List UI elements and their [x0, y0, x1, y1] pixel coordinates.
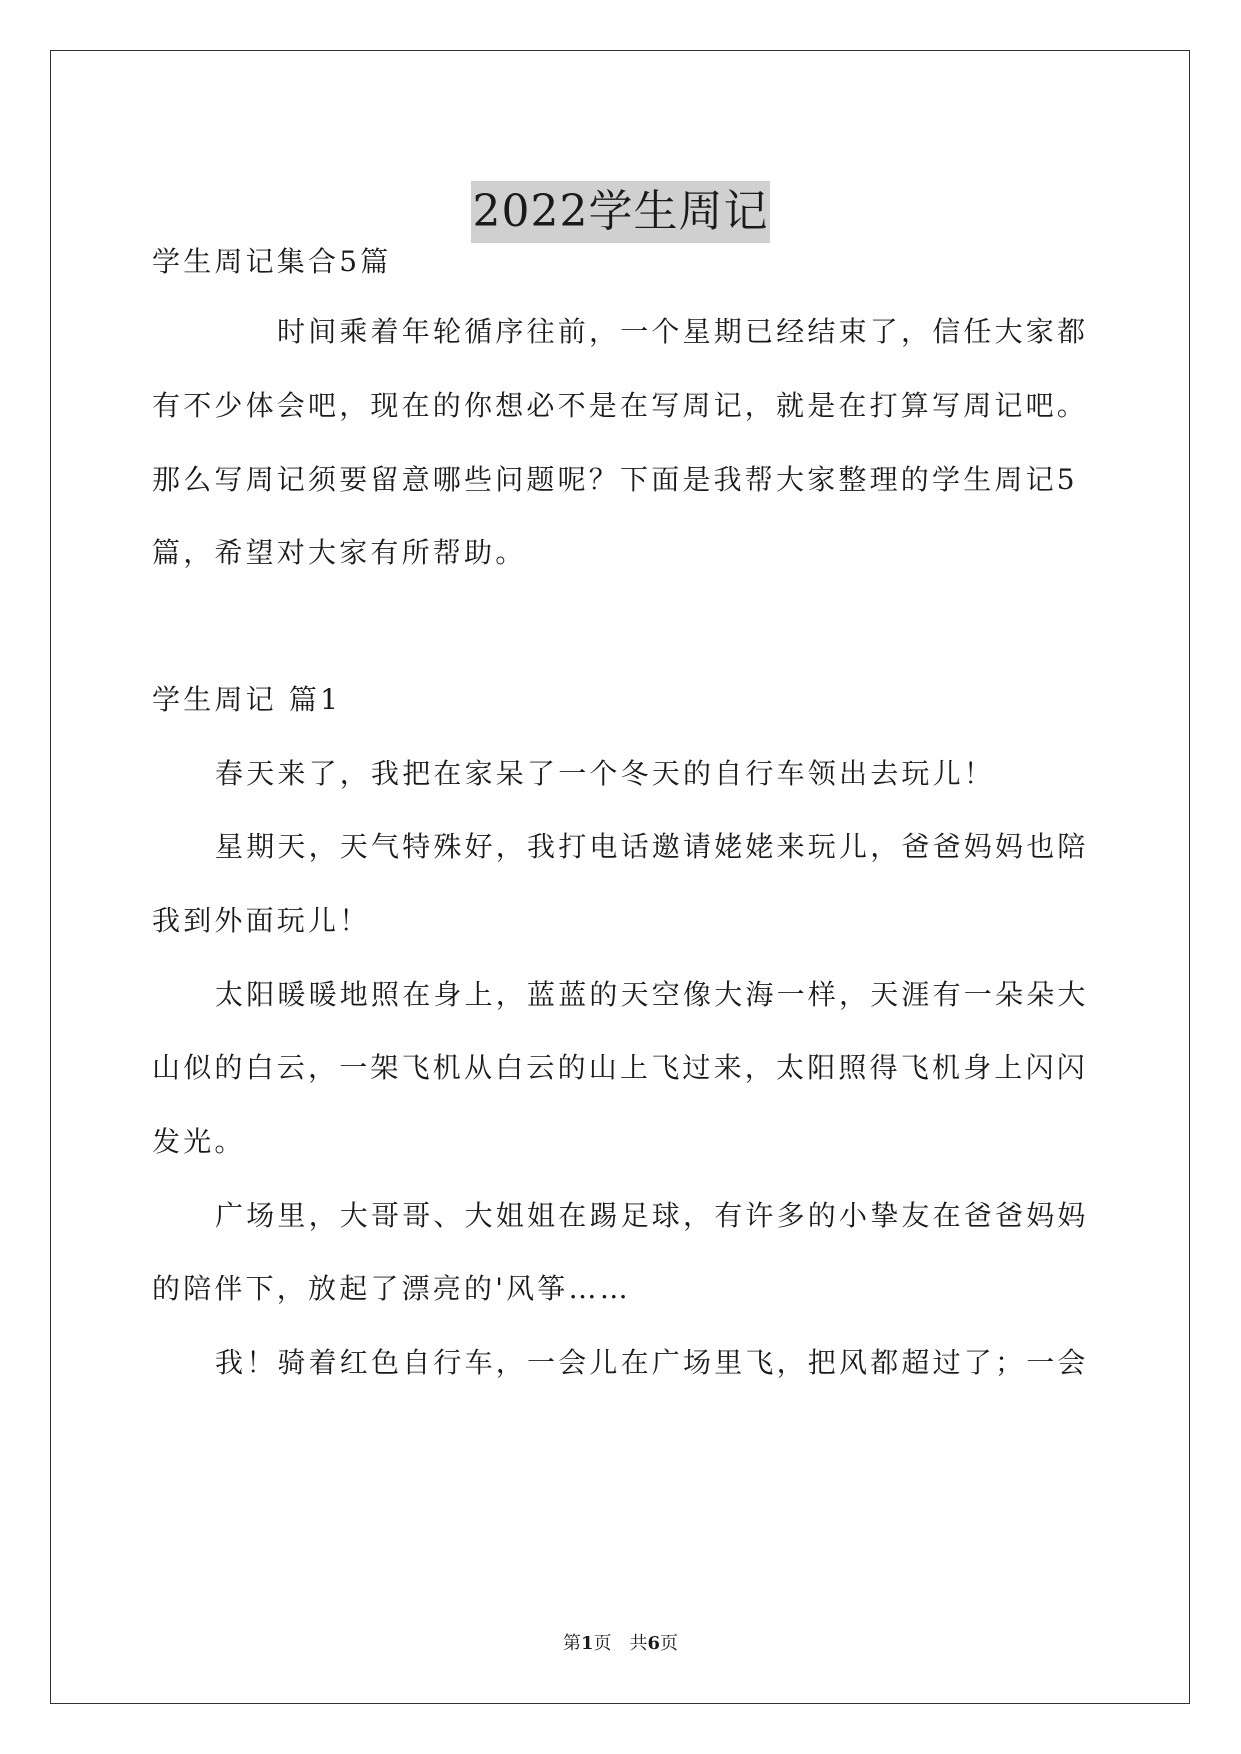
footer-page-prefix: 第 [562, 1633, 581, 1654]
footer-page-mid: 页 共 [593, 1633, 648, 1654]
footer-page-current: 1 [580, 1633, 594, 1654]
page-footer [0, 1632, 1241, 1656]
intro-line-1: 时间乘着年轮循序往前，一个星期已经结束了，信任大家都 [277, 315, 1089, 348]
body-line-7: 广场里，大哥哥、大姐姐在踢足球，有许多的小挚友在爸爸妈妈 [215, 1199, 1089, 1232]
page-border [50, 50, 1190, 1704]
body-line-5: 山似的白云，一架飞机从白云的山上飞过来，太阳照得飞机身上闪闪 [152, 1051, 1089, 1084]
intro-line-4: 篇，希望对大家有所帮助。 [152, 536, 527, 569]
body-line-4: 太阳暖暖地照在身上，蓝蓝的天空像大海一样，天涯有一朵朵大 [215, 978, 1089, 1011]
footer-page-suffix: 页 [660, 1633, 679, 1654]
intro-line-2: 有不少体会吧，现在的你想必不是在写周记，就是在打算写周记吧。 [152, 389, 1089, 422]
footer-page-total: 6 [647, 1633, 661, 1654]
body-line-8: 的陪伴下，放起了漂亮的'风筝…… [152, 1272, 631, 1305]
section-heading: 学生周记 篇1 [152, 683, 342, 716]
subtitle: 学生周记集合5篇 [152, 245, 392, 278]
body-line-2: 星期天，天气特殊好，我打电话邀请姥姥来玩儿，爸爸妈妈也陪 [215, 830, 1089, 863]
body-line-9: 我！骑着红色自行车，一会儿在广场里飞，把风都超过了；一会 [215, 1346, 1089, 1379]
body-line-3: 我到外面玩儿！ [152, 904, 371, 937]
intro-line-3: 那么写周记须要留意哪些问题呢？下面是我帮大家整理的学生周记5 [152, 463, 1078, 496]
body-line-1: 春天来了，我把在家呆了一个冬天的自行车领出去玩儿！ [215, 757, 996, 790]
body-line-6: 发光。 [152, 1125, 246, 1158]
document-title: 2022学生周记 [471, 181, 771, 243]
